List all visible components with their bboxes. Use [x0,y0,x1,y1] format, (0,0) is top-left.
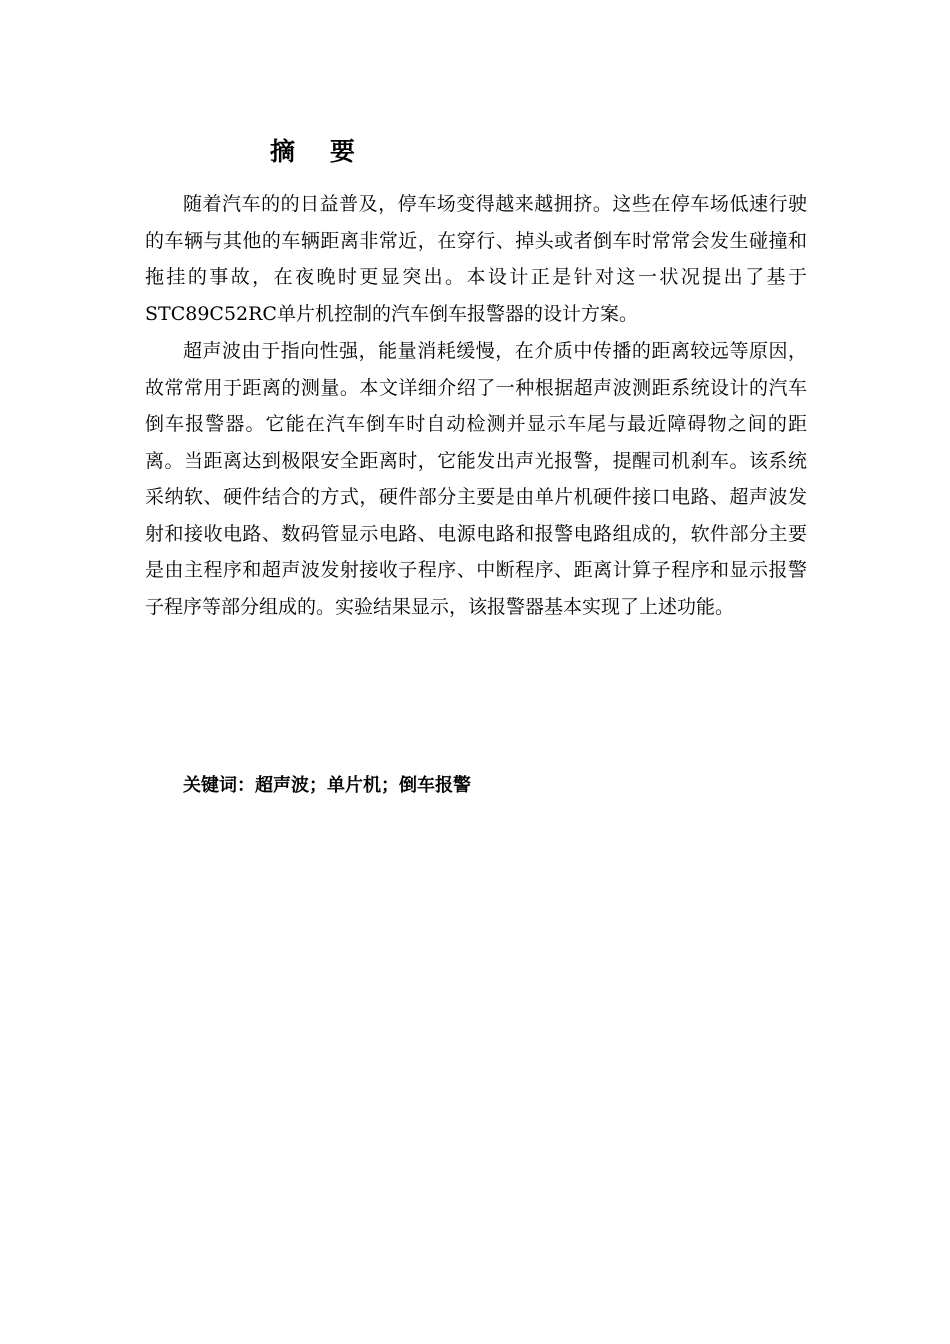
keywords-line [183,768,471,804]
abstract-paragraph-1: 随着汽车的的日益普及，停车场变得越来越拥挤。这些在停车场低速行驶的车辆与其他的车辆距离非常近，在穿行、掉头或者倒车时常常会发生碰撞和拖挂的事故，在夜晚时更显突出。本设计正是针对这一状况提出了基于STC89C52RC单片机控制的汽车倒车报警器的设计方案。 [145,193,807,325]
abstract-title: 摘 要 [270,137,355,166]
keywords-value: 超声波；单片机；倒车报警 [255,775,471,796]
keywords-label: 关键词： [183,775,255,796]
abstract-paragraph-2: 超声波由于指向性强，能量消耗缓慢，在介质中传播的距离较远等原因，故常常用于距离的测量。本文详细介绍了一种根据超声波测距系统设计的汽车倒车报警器。它能在汽车倒车时自动检测并显示车尾与最近障碍物之间的距离。当距离达到极限安全距离时，它能发出声光报警，提醒司机刹车。该系统采纳软、硬件结合的方式，硬件部分主要是由单片机硬件接口电路、超声波发射和接收电路、数码管显示电路、电源电路和报警电路组成的，软件部分主要是由主程序和超声波发射接收子程序、中断程序、距离计算子程序和显示报警子程序等部分组成的。实验结果显示，该报警器基本实现了上述功能。 [145,340,807,618]
